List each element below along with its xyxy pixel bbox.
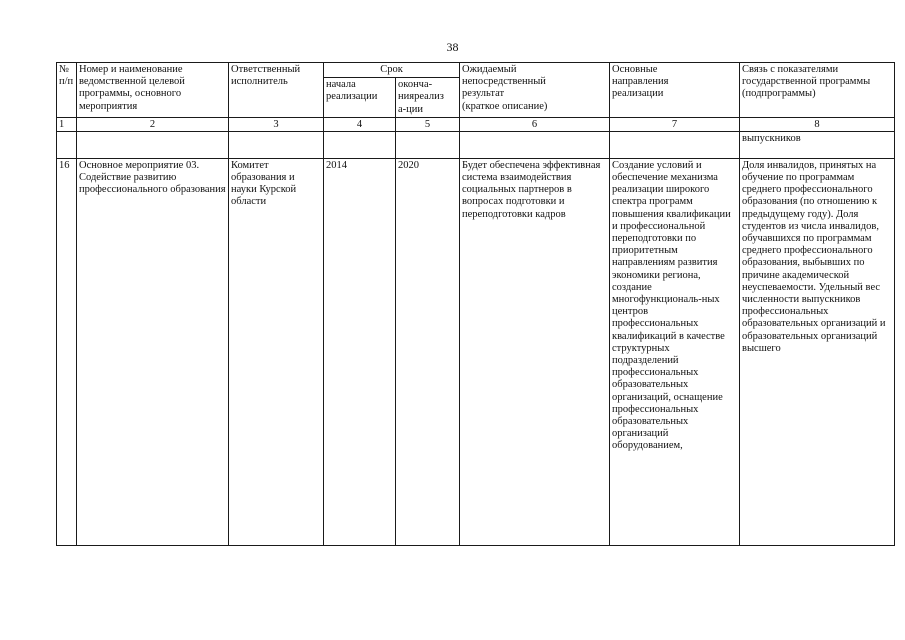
empty-cell xyxy=(229,131,324,158)
column-number: 6 xyxy=(460,117,610,131)
row-num: 16 xyxy=(57,158,77,545)
header-start: начала реализации xyxy=(324,78,396,118)
table-row xyxy=(57,158,895,545)
empty-cell xyxy=(77,131,229,158)
continuation-text: выпускников xyxy=(740,131,895,158)
empty-cell xyxy=(57,131,77,158)
column-number: 8 xyxy=(740,117,895,131)
header-num: № п/п xyxy=(57,63,77,118)
row-name xyxy=(77,158,229,545)
header-row xyxy=(57,63,895,78)
empty-cell xyxy=(324,131,396,158)
continuation-row xyxy=(57,131,895,158)
row-executor: Комитет образования и науки Курской области xyxy=(229,158,324,545)
header-result: Ожидаемый непосредственный результат (краткое описание) xyxy=(460,63,610,118)
column-number: 7 xyxy=(610,117,740,131)
header-name: Номер и наименование ведомственной целевой программы, основного мероприятия xyxy=(77,63,229,118)
column-number: 3 xyxy=(229,117,324,131)
header-end: оконча- нияреализ а-ции xyxy=(396,78,460,118)
header-term: Срок xyxy=(324,63,460,78)
empty-cell xyxy=(460,131,610,158)
column-number: 1 xyxy=(57,117,77,131)
empty-cell xyxy=(396,131,460,158)
row-link: Доля инвалидов, принятых на обучение по программам среднего профессионального образования (по отношению к предыдущему году). Доля студентов из числа инвалидов, обучавшихся по программам среднего профессионального образования, выбывших по причине академической неуспеваемости. Удельный вес численности выпускников профессиональных образовательных организаций и образовательных организаций высшего xyxy=(740,158,895,545)
empty-cell xyxy=(610,131,740,158)
row-end: 2020 xyxy=(396,158,460,545)
header-directions: Основные направления реализации xyxy=(610,63,740,118)
header-executor: Ответственный исполнитель xyxy=(229,63,324,118)
column-number-row xyxy=(57,117,895,131)
column-number: 5 xyxy=(396,117,460,131)
row-directions: Создание условий и обеспечение механизма реализации широкого спектра программ повышения квалификации и профессиональной переподготовки по приоритетным направлениям развития экономики региона, создание многофункциональ-ных центров профессиональных квалификаций в качестве структурных подразделений профессиональных образовательных организаций, оснащение профессиональных образовательных организаций оборудованием, xyxy=(610,158,740,545)
row-result: Будет обеспечена эффективная система взаимодействия социальных партнеров в вопросах подготовки и переподготовки кадров xyxy=(460,158,610,545)
row-start: 2014 xyxy=(324,158,396,545)
column-number: 2 xyxy=(77,117,229,131)
column-number: 4 xyxy=(324,117,396,131)
row-name-description: Содействие развитию профессионального образования xyxy=(79,172,226,196)
row-name-title: Основное мероприятие 03. xyxy=(79,159,200,171)
page-number: 38 xyxy=(446,40,459,54)
program-table xyxy=(56,62,895,546)
header-link: Связь с показателями государственной программы (подпрограммы) xyxy=(740,63,895,118)
